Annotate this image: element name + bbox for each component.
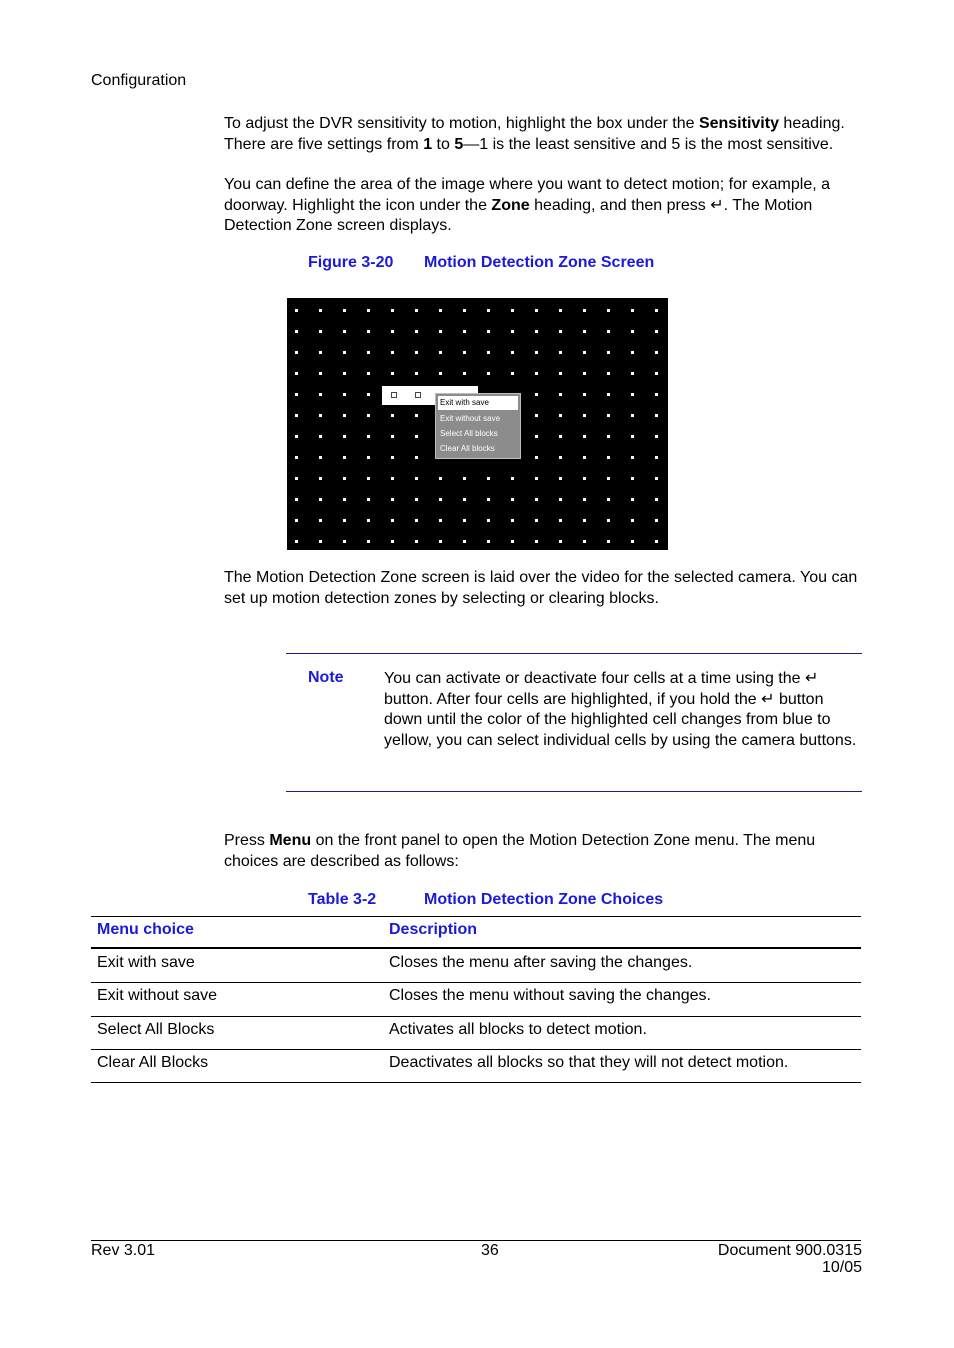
- grid-block-dot: [391, 351, 394, 354]
- grid-block-dot: [559, 393, 562, 396]
- grid-block-dot: [391, 309, 394, 312]
- grid-block-dot: [463, 519, 466, 522]
- grid-block-dot: [559, 456, 562, 459]
- grid-block-dot: [583, 414, 586, 417]
- text: on the front panel to open the Motion Detection Zone menu. The menu choices are described as follows:: [224, 832, 816, 870]
- table-rule: [91, 916, 861, 917]
- grid-block-dot: [631, 456, 634, 459]
- grid-block-dot: [607, 435, 610, 438]
- grid-block-dot: [391, 540, 394, 543]
- grid-block-dot: [559, 330, 562, 333]
- grid-block-dot: [559, 477, 562, 480]
- grid-block-dot: [367, 540, 370, 543]
- grid-block-dot: [583, 477, 586, 480]
- figure-title: Motion Detection Zone Screen: [424, 254, 655, 271]
- grid-block-dot: [391, 330, 394, 333]
- grid-block-dot: [391, 477, 394, 480]
- table-cell-choice: Select All Blocks: [97, 1021, 215, 1038]
- grid-block-dot: [655, 519, 658, 522]
- grid-block-dot: [463, 351, 466, 354]
- grid-block-dot: [511, 309, 514, 312]
- grid-block-dot: [415, 477, 418, 480]
- grid-block-dot: [295, 498, 298, 501]
- grid-block-dot: [391, 435, 394, 438]
- footer-page-number: 36: [481, 1242, 499, 1259]
- grid-block-dot: [583, 309, 586, 312]
- grid-block-dot: [559, 435, 562, 438]
- grid-block-dot: [343, 477, 346, 480]
- grid-block-dot: [319, 477, 322, 480]
- grid-block-dot: [463, 540, 466, 543]
- menu-item-exit-with-save[interactable]: Exit with save: [438, 396, 518, 410]
- zone-cell-marker: [415, 392, 421, 398]
- grid-block-dot: [439, 351, 442, 354]
- grid-block-dot: [655, 456, 658, 459]
- table-cell-description: Closes the menu after saving the changes.: [389, 954, 693, 971]
- grid-block-dot: [415, 456, 418, 459]
- grid-block-dot: [343, 393, 346, 396]
- grid-block-dot: [439, 477, 442, 480]
- grid-block-dot: [367, 393, 370, 396]
- grid-block-dot: [631, 477, 634, 480]
- grid-block-dot: [367, 477, 370, 480]
- grid-block-dot: [295, 435, 298, 438]
- grid-block-dot: [439, 309, 442, 312]
- bold-text: Zone: [491, 196, 530, 214]
- table-header-rule: [91, 947, 861, 949]
- grid-block-dot: [535, 351, 538, 354]
- grid-block-dot: [367, 351, 370, 354]
- grid-block-dot: [655, 393, 658, 396]
- footer-date: 10/05: [821, 1259, 862, 1276]
- grid-block-dot: [343, 540, 346, 543]
- grid-block-dot: [367, 435, 370, 438]
- grid-block-dot: [439, 372, 442, 375]
- table-rule: [91, 1049, 861, 1050]
- grid-block-dot: [535, 372, 538, 375]
- grid-block-dot: [439, 498, 442, 501]
- grid-block-dot: [655, 435, 658, 438]
- grid-block-dot: [415, 372, 418, 375]
- grid-block-dot: [343, 351, 346, 354]
- grid-block-dot: [559, 372, 562, 375]
- grid-block-dot: [583, 456, 586, 459]
- grid-block-dot: [535, 456, 538, 459]
- footer-rule: [91, 1240, 861, 1241]
- grid-block-dot: [295, 372, 298, 375]
- table-cell-choice: Exit without save: [97, 987, 218, 1004]
- text: You can define the area of the image where you want to detect motion; for example, a doorway. Highlight the icon under the: [224, 176, 831, 214]
- grid-block-dot: [319, 519, 322, 522]
- grid-block-dot: [655, 477, 658, 480]
- grid-block-dot: [631, 498, 634, 501]
- text: Press: [224, 832, 270, 849]
- grid-block-dot: [583, 393, 586, 396]
- note-text: You can activate or deactivate four cells at a time using the ↵ button. After four cells are highlighted, if you hold the ↵ button down until the color of the highlighted cell changes from blue to yellow, you can select individual cells by using the camera buttons.: [384, 670, 857, 749]
- grid-block-dot: [295, 456, 298, 459]
- grid-block-dot: [487, 540, 490, 543]
- grid-block-dot: [367, 330, 370, 333]
- grid-block-dot: [511, 351, 514, 354]
- grid-block-dot: [631, 330, 634, 333]
- grid-block-dot: [511, 477, 514, 480]
- grid-block-dot: [415, 351, 418, 354]
- menu-item-clear-all[interactable]: Clear All blocks: [440, 444, 495, 453]
- grid-block-dot: [607, 351, 610, 354]
- grid-block-dot: [343, 435, 346, 438]
- grid-block-dot: [343, 414, 346, 417]
- grid-block-dot: [583, 519, 586, 522]
- grid-block-dot: [631, 414, 634, 417]
- grid-block-dot: [511, 372, 514, 375]
- grid-block-dot: [631, 519, 634, 522]
- grid-block-dot: [391, 372, 394, 375]
- overlay-paragraph: The Motion Detection Zone screen is laid over the video for the selected camera. You can set up motion detection zones by selecting or clearing blocks.: [224, 569, 858, 607]
- grid-block-dot: [319, 309, 322, 312]
- grid-block-dot: [607, 309, 610, 312]
- grid-block-dot: [295, 540, 298, 543]
- table-rule: [91, 982, 861, 983]
- text: —1 is the least sensitive and 5 is the most sensitive.: [463, 135, 834, 153]
- grid-block-dot: [415, 309, 418, 312]
- note-top-rule: [286, 653, 862, 654]
- zone-paragraph: [224, 175, 864, 237]
- grid-block-dot: [607, 519, 610, 522]
- table-header-menu-choice: Menu choice: [97, 921, 194, 938]
- grid-block-dot: [343, 519, 346, 522]
- grid-block-dot: [631, 351, 634, 354]
- bold-text: 1: [423, 135, 433, 153]
- grid-block-dot: [343, 456, 346, 459]
- grid-block-dot: [655, 330, 658, 333]
- grid-block-dot: [583, 330, 586, 333]
- grid-block-dot: [631, 309, 634, 312]
- zone-popup-menu: [435, 393, 521, 459]
- grid-block-dot: [367, 414, 370, 417]
- bold-text: Menu: [269, 832, 312, 849]
- grid-block-dot: [463, 372, 466, 375]
- grid-block-dot: [487, 498, 490, 501]
- grid-block-dot: [295, 477, 298, 480]
- grid-block-dot: [415, 435, 418, 438]
- grid-block-dot: [607, 498, 610, 501]
- grid-block-dot: [439, 519, 442, 522]
- grid-block-dot: [463, 498, 466, 501]
- grid-block-dot: [415, 330, 418, 333]
- text: heading. There are five settings from: [224, 115, 845, 153]
- grid-block-dot: [535, 435, 538, 438]
- footer-document-number: Document 900.0315: [717, 1242, 862, 1259]
- grid-block-dot: [319, 540, 322, 543]
- grid-block-dot: [295, 351, 298, 354]
- grid-block-dot: [535, 330, 538, 333]
- grid-block-dot: [415, 414, 418, 417]
- grid-block-dot: [607, 540, 610, 543]
- grid-block-dot: [559, 519, 562, 522]
- grid-block-dot: [655, 498, 658, 501]
- grid-block-dot: [391, 456, 394, 459]
- grid-block-dot: [295, 309, 298, 312]
- grid-block-dot: [319, 372, 322, 375]
- menu-item-select-all[interactable]: Select All blocks: [440, 429, 498, 438]
- sensitivity-paragraph: [224, 114, 864, 155]
- note-label: Note: [308, 669, 344, 686]
- table-cell-description: Activates all blocks to detect motion.: [389, 1021, 647, 1038]
- grid-block-dot: [487, 351, 490, 354]
- grid-block-dot: [535, 414, 538, 417]
- grid-block-dot: [415, 540, 418, 543]
- grid-block-dot: [631, 393, 634, 396]
- grid-block-dot: [607, 456, 610, 459]
- grid-block-dot: [343, 309, 346, 312]
- grid-block-dot: [511, 330, 514, 333]
- grid-block-dot: [319, 351, 322, 354]
- grid-block-dot: [319, 498, 322, 501]
- table-rule: [91, 1016, 861, 1017]
- grid-block-dot: [439, 540, 442, 543]
- grid-block-dot: [487, 330, 490, 333]
- grid-block-dot: [391, 498, 394, 501]
- grid-block-dot: [319, 435, 322, 438]
- footer-revision: Rev 3.01: [91, 1242, 156, 1259]
- grid-block-dot: [535, 519, 538, 522]
- grid-block-dot: [415, 519, 418, 522]
- grid-block-dot: [559, 498, 562, 501]
- bold-text: Sensitivity: [698, 115, 779, 132]
- grid-block-dot: [583, 372, 586, 375]
- grid-block-dot: [295, 330, 298, 333]
- grid-block-dot: [559, 309, 562, 312]
- grid-block-dot: [631, 372, 634, 375]
- grid-block-dot: [343, 330, 346, 333]
- grid-block-dot: [415, 498, 418, 501]
- grid-block-dot: [535, 477, 538, 480]
- text: to: [432, 135, 455, 153]
- grid-block-dot: [583, 435, 586, 438]
- table-cell-description: Closes the menu without saving the changes.: [389, 987, 711, 1004]
- table-cell-description: Deactivates all blocks so that they will not detect motion.: [389, 1054, 789, 1071]
- grid-block-dot: [511, 540, 514, 543]
- table-rule: [91, 1082, 861, 1083]
- grid-block-dot: [607, 414, 610, 417]
- figure-number: Figure 3-20: [308, 254, 394, 271]
- bold-text: 5: [454, 135, 464, 153]
- grid-block-dot: [631, 435, 634, 438]
- grid-block-dot: [367, 498, 370, 501]
- grid-block-dot: [535, 393, 538, 396]
- table-title: Motion Detection Zone Choices: [424, 891, 664, 908]
- grid-block-dot: [607, 330, 610, 333]
- grid-block-dot: [583, 498, 586, 501]
- note-bottom-rule: [286, 791, 862, 792]
- grid-block-dot: [463, 477, 466, 480]
- grid-block-dot: [607, 477, 610, 480]
- grid-block-dot: [391, 519, 394, 522]
- grid-block-dot: [439, 330, 442, 333]
- grid-block-dot: [559, 351, 562, 354]
- grid-block-dot: [367, 456, 370, 459]
- table-cell-choice: Clear All Blocks: [97, 1054, 209, 1071]
- grid-block-dot: [343, 498, 346, 501]
- grid-block-dot: [319, 330, 322, 333]
- grid-block-dot: [463, 309, 466, 312]
- grid-block-dot: [319, 393, 322, 396]
- grid-block-dot: [583, 540, 586, 543]
- grid-block-dot: [535, 540, 538, 543]
- grid-block-dot: [607, 372, 610, 375]
- grid-block-dot: [583, 351, 586, 354]
- grid-block-dot: [463, 330, 466, 333]
- grid-block-dot: [487, 372, 490, 375]
- grid-block-dot: [511, 519, 514, 522]
- grid-block-dot: [535, 309, 538, 312]
- text: To adjust the DVR sensitivity to motion, highlight the box under the: [224, 115, 699, 132]
- grid-block-dot: [511, 498, 514, 501]
- table-header-description: Description: [389, 921, 478, 938]
- motion-zone-screen: [287, 298, 668, 550]
- text: heading, and then press ↵. The Motion Detection Zone screen displays.: [224, 196, 813, 234]
- table-number: Table 3-2: [308, 891, 377, 908]
- grid-block-dot: [535, 498, 538, 501]
- grid-block-dot: [343, 372, 346, 375]
- grid-block-dot: [295, 393, 298, 396]
- grid-block-dot: [655, 540, 658, 543]
- grid-block-dot: [367, 519, 370, 522]
- grid-block-dot: [655, 414, 658, 417]
- grid-block-dot: [391, 414, 394, 417]
- grid-block-dot: [367, 372, 370, 375]
- grid-block-dot: [655, 372, 658, 375]
- menu-item-exit-without-save[interactable]: Exit without save: [440, 414, 501, 423]
- grid-block-dot: [295, 414, 298, 417]
- grid-block-dot: [295, 519, 298, 522]
- grid-block-dot: [487, 309, 490, 312]
- grid-block-dot: [631, 540, 634, 543]
- grid-block-dot: [559, 540, 562, 543]
- grid-block-dot: [319, 414, 322, 417]
- grid-block-dot: [367, 309, 370, 312]
- table-cell-choice: Exit with save: [97, 954, 195, 971]
- grid-block-dot: [487, 519, 490, 522]
- grid-block-dot: [655, 309, 658, 312]
- grid-block-dot: [607, 393, 610, 396]
- zone-cell-marker: [391, 392, 397, 398]
- grid-block-dot: [319, 456, 322, 459]
- grid-block-dot: [559, 414, 562, 417]
- menu-paragraph: [224, 831, 864, 872]
- grid-block-dot: [487, 477, 490, 480]
- grid-block-dot: [655, 351, 658, 354]
- section-header: Configuration: [91, 72, 187, 89]
